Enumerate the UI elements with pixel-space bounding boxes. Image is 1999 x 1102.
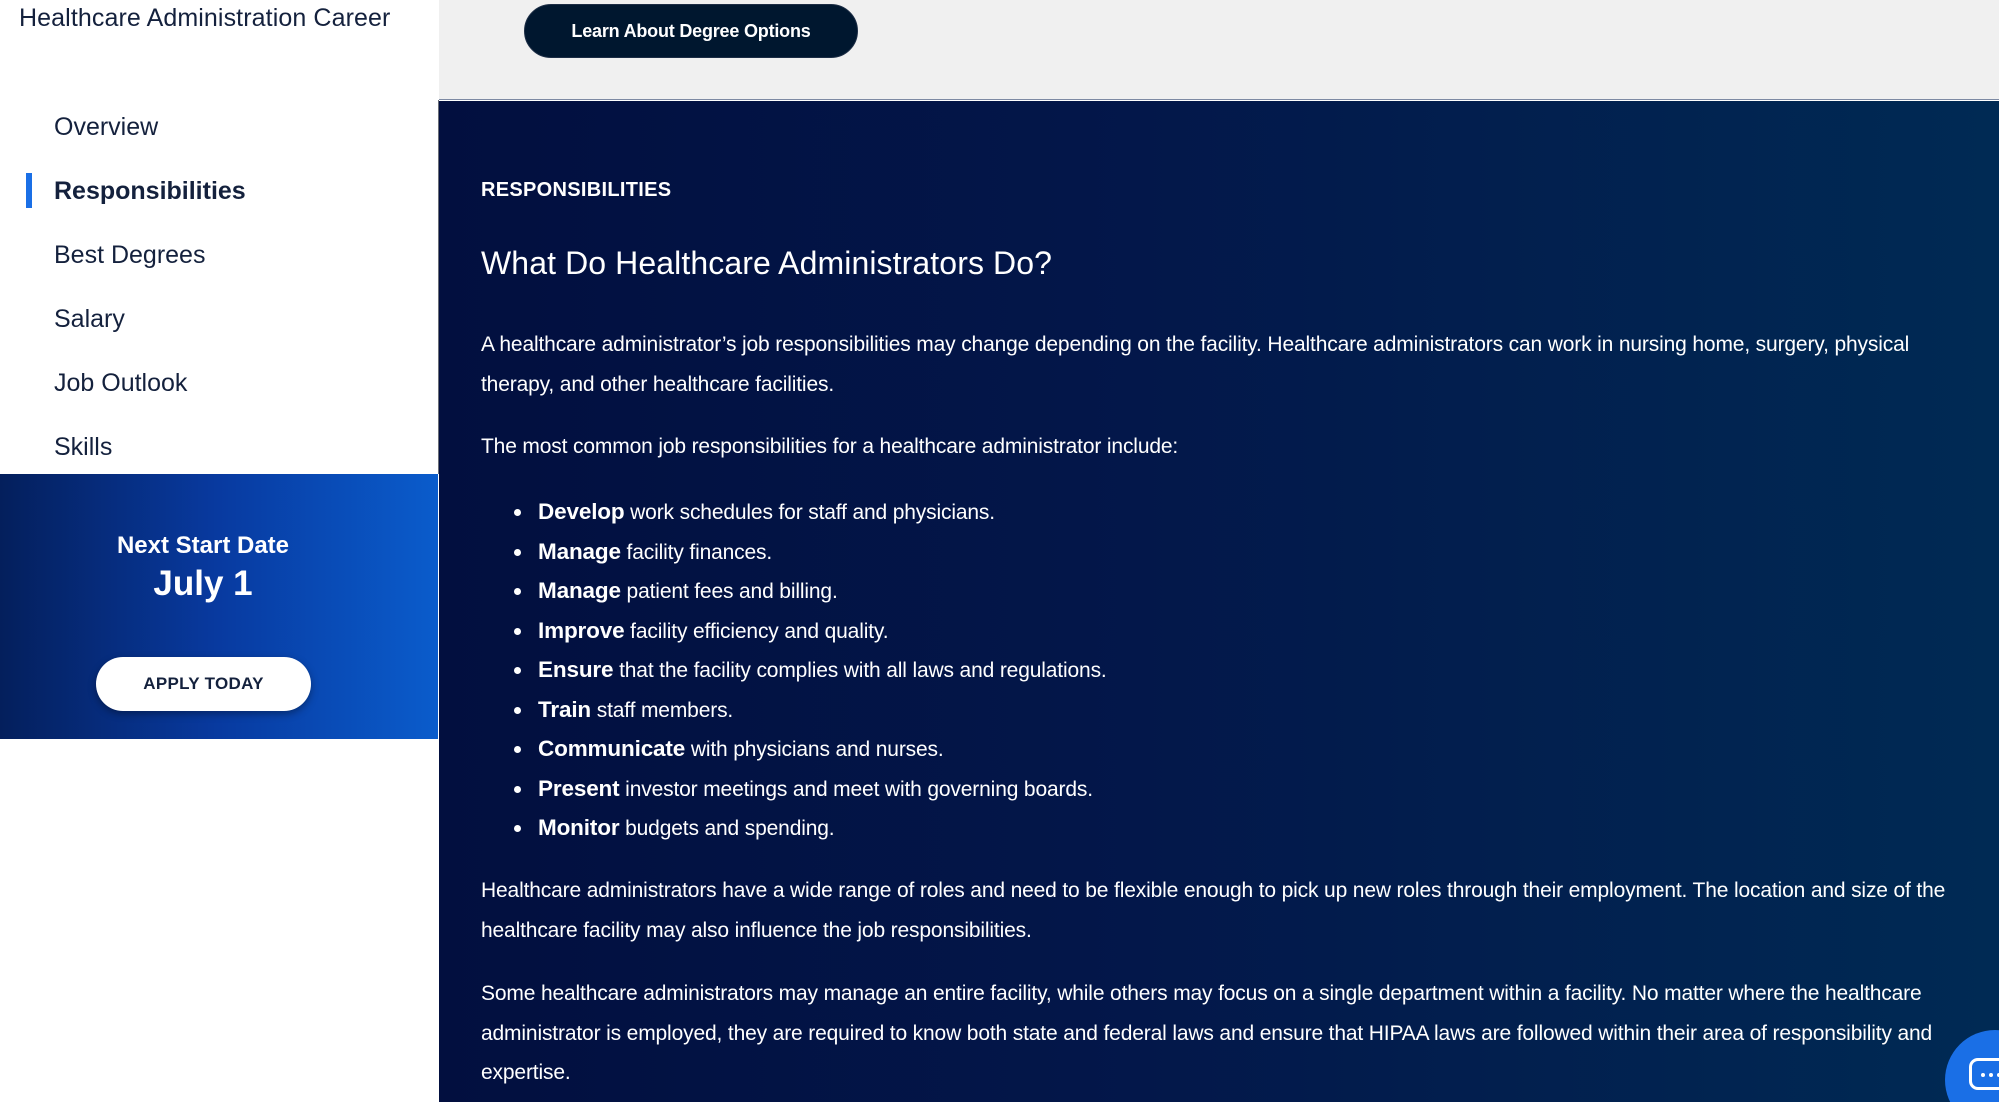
responsibilities-section bbox=[439, 101, 1999, 1102]
list-item-verb: Manage bbox=[538, 578, 621, 603]
list-item bbox=[481, 492, 1881, 532]
nav-item-label: Responsibilities bbox=[54, 176, 246, 205]
list-item-text: patient fees and billing. bbox=[620, 580, 838, 603]
promo-label: Next Start Date bbox=[116, 532, 290, 559]
cta-band bbox=[439, 0, 1999, 100]
responsibilities-list bbox=[481, 492, 1881, 848]
list-item bbox=[481, 808, 1881, 848]
list-item-verb: Communicate bbox=[538, 736, 686, 761]
list-item-verb: Ensure bbox=[538, 657, 614, 682]
list-item-text: work schedules for staff and physicians. bbox=[624, 501, 995, 524]
intro-paragraph: A healthcare administrator’s job responsibilities may change depending on the facility. Healthcare administrators can work in nursing home, surgery, physical therapy, and other healthcare facilities. bbox=[481, 333, 1910, 396]
learn-degree-options-button[interactable]: Learn About Degree Options bbox=[524, 4, 858, 58]
nav-item-job-outlook[interactable] bbox=[0, 351, 438, 415]
sidebar bbox=[0, 0, 439, 1102]
list-item-text: with physicians and nurses. bbox=[685, 738, 944, 761]
nav-item-best-degrees[interactable] bbox=[0, 223, 438, 287]
nav-item-skills[interactable] bbox=[0, 415, 438, 479]
list-item-text: facility finances. bbox=[620, 540, 773, 564]
nav-item-label: Best Degrees bbox=[54, 240, 206, 269]
list-item-verb: Improve bbox=[538, 617, 625, 643]
list-intro-paragraph: The most common job responsibilities for a healthcare administrator include: bbox=[481, 435, 1179, 458]
list-item bbox=[481, 650, 1881, 690]
active-indicator bbox=[26, 173, 32, 208]
list-item bbox=[481, 769, 1881, 809]
list-item bbox=[481, 532, 1881, 572]
nav-item-label: Overview bbox=[54, 112, 159, 141]
list-item-verb: Train bbox=[538, 696, 592, 722]
roles-paragraph: Healthcare administrators have a wide range of roles and need to be flexible enough to pick up new roles through their employment. The location and size of the healthcare facility may also influence the job responsibilities. bbox=[481, 879, 1946, 942]
list-item-text: staff members. bbox=[591, 698, 734, 722]
section-nav bbox=[0, 95, 438, 479]
section-heading: What Do Healthcare Administrators Do? bbox=[481, 245, 1053, 281]
list-item-verb: Present bbox=[538, 775, 620, 801]
list-item-verb: Monitor bbox=[538, 815, 620, 840]
sidebar-title: Healthcare Administration Career bbox=[19, 4, 391, 32]
list-item-verb: Develop bbox=[538, 499, 625, 524]
nav-item-label: Job Outlook bbox=[54, 368, 188, 397]
list-item-text: that the facility complies with all laws and regulations. bbox=[613, 659, 1107, 682]
promo-date: July 1 bbox=[153, 564, 253, 603]
nav-item-salary[interactable] bbox=[0, 287, 438, 351]
chat-bubble-icon bbox=[1969, 1058, 1999, 1090]
list-item-verb: Manage bbox=[538, 538, 621, 564]
apply-today-button[interactable]: APPLY TODAY bbox=[96, 657, 311, 711]
nav-item-responsibilities[interactable] bbox=[0, 159, 438, 223]
list-item bbox=[481, 571, 1881, 611]
list-item bbox=[481, 729, 1881, 769]
list-item-text: facility efficiency and quality. bbox=[624, 619, 889, 643]
section-eyebrow: RESPONSIBILITIES bbox=[481, 179, 672, 201]
list-item bbox=[481, 690, 1881, 730]
next-start-date-promo bbox=[0, 474, 438, 739]
list-item-text: investor meetings and meet with governing boards. bbox=[619, 777, 1093, 801]
nav-item-overview[interactable] bbox=[0, 95, 438, 159]
list-item-text: budgets and spending. bbox=[619, 817, 835, 840]
list-item bbox=[481, 611, 1881, 651]
nav-item-label: Salary bbox=[54, 304, 125, 333]
nav-item-label: Skills bbox=[54, 432, 113, 461]
scope-paragraph: Some healthcare administrators may manage an entire facility, while others may focus on a single department within a facility. No matter where the healthcare administrator is employed, they are required to know both state and federal laws and ensure that HIPAA laws are followed within their area of responsibility and expertise. bbox=[481, 982, 1933, 1084]
